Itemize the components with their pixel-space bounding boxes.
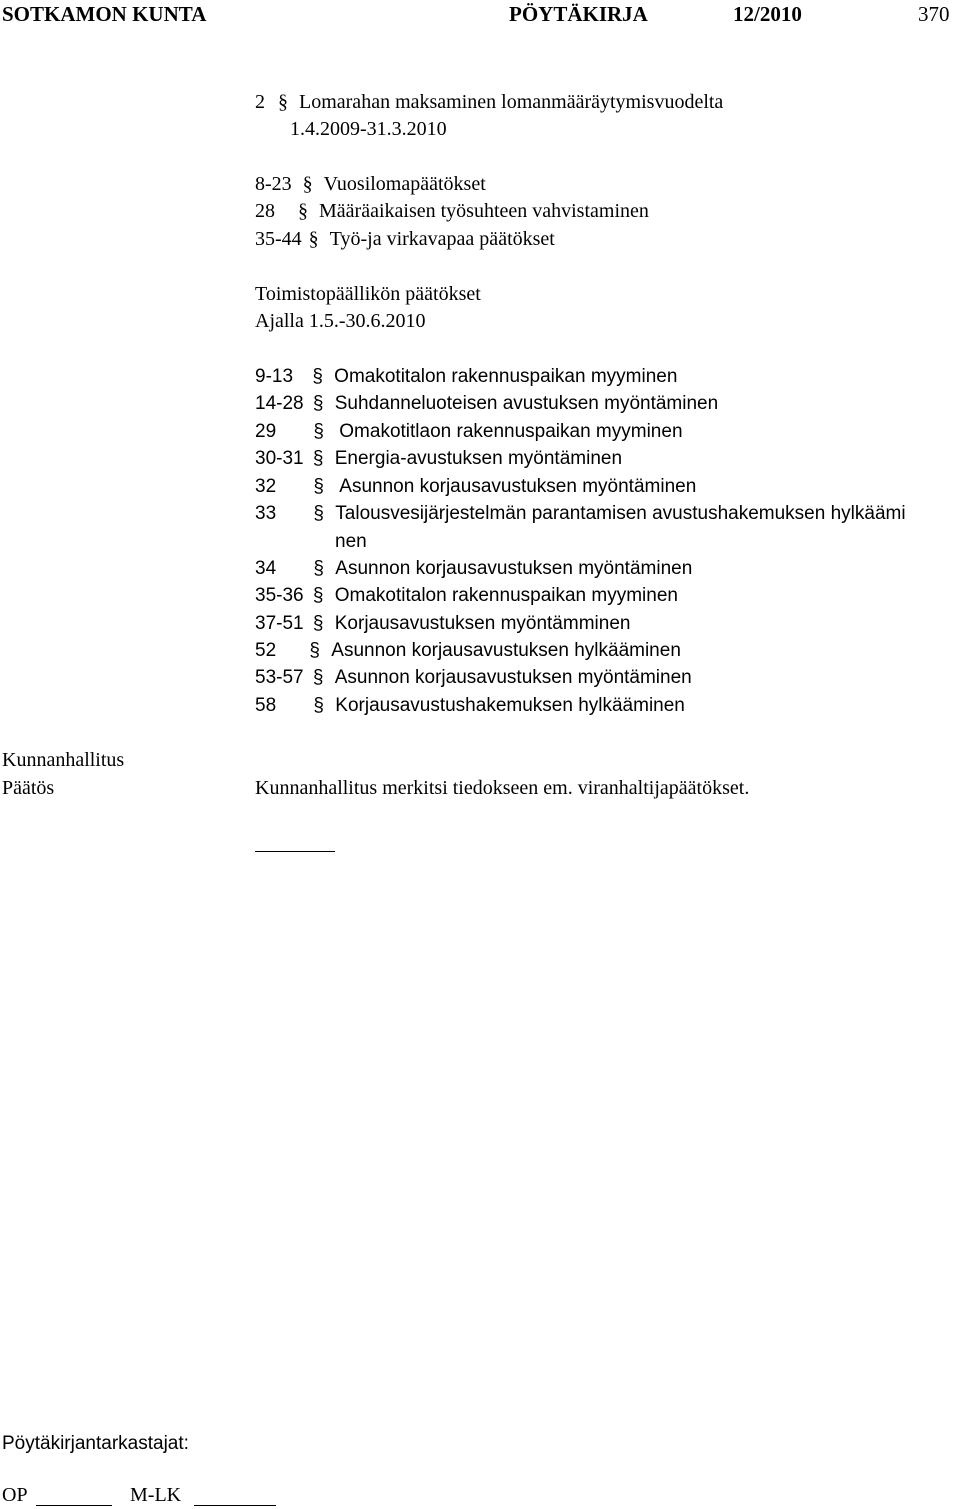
section-sign: §	[313, 476, 324, 497]
item-text: Asunnon korjausavustuksen hylkääminen	[331, 640, 681, 661]
item-text: Asunnon korjausavustuksen myöntäminen	[335, 558, 693, 579]
decision-list-item	[255, 226, 555, 253]
item-text: Suhdanneluoteisen avustuksen myöntäminen	[334, 393, 719, 414]
item-number: 28	[255, 200, 275, 222]
section-sign: §	[312, 585, 324, 606]
item-number: 8-23	[255, 173, 292, 195]
decision-list-item	[255, 637, 681, 664]
organization-name: SOTKAMON KUNTA	[2, 2, 207, 26]
item-number: 29	[255, 421, 277, 442]
item-text: Talousvesijärjestelmän parantamisen avustushakemuksen hylkäämi	[335, 503, 906, 524]
section-sign: §	[298, 200, 308, 222]
item-number: 52	[255, 640, 277, 661]
item-text: Asunnon korjausavustuksen myöntäminen	[339, 476, 697, 497]
signature-line-1	[36, 1505, 112, 1506]
section-sign: §	[308, 228, 319, 250]
decision-list-item	[255, 89, 723, 116]
section-sign: §	[312, 393, 324, 414]
item-text: Omakotitalon rakennuspaikan myyminen	[334, 366, 678, 387]
item-continuation: nen	[335, 531, 367, 552]
section-sign: §	[302, 173, 313, 195]
section-sign: §	[312, 667, 324, 688]
section-period: Ajalla 1.5.-30.6.2010	[255, 310, 426, 332]
item-text: Omakotitalon rakennuspaikan myyminen	[334, 585, 678, 606]
section-sign: §	[313, 695, 324, 716]
item-number: 35-44	[255, 228, 302, 250]
section-sign: §	[312, 448, 324, 469]
item-text: Työ-ja virkavapaa päätökset	[329, 228, 555, 250]
item-text: Lomarahan maksaminen lomanmääräytymisvuodelta	[299, 91, 724, 113]
item-number: 58	[255, 695, 277, 716]
decision-list-item	[255, 418, 683, 445]
item-text: Määräaikaisen työsuhteen vahvistaminen	[319, 200, 649, 222]
decision-list-item	[255, 445, 622, 472]
item-number: 2	[255, 91, 265, 113]
item-number: 32	[255, 476, 277, 497]
item-text: Omakotitlaon rakennuspaikan myyminen	[339, 421, 683, 442]
section-sign: §	[313, 558, 324, 579]
item-continuation: 1.4.2009-31.3.2010	[290, 118, 447, 140]
page-number: 370	[918, 2, 950, 26]
decision-list-item	[255, 692, 685, 719]
footer-label: Pöytäkirjantarkastajat:	[2, 1433, 189, 1454]
decision-list-item	[255, 582, 678, 609]
section-sign: §	[278, 91, 288, 113]
decision-list-item	[255, 171, 486, 198]
item-number: 53-57	[255, 667, 304, 688]
decision-list-item	[255, 610, 630, 637]
section-heading: Toimistopäällikön päätökset	[255, 283, 481, 305]
signature-line-2	[194, 1505, 276, 1506]
decision-text: Kunnanhallitus merkitsi tiedokseen em. viranhaltijapäätökset.	[255, 777, 750, 799]
item-number: 30-31	[255, 448, 304, 469]
issue-number: 12/2010	[733, 2, 802, 26]
item-number: 35-36	[255, 585, 304, 606]
item-text: Asunnon korjausavustuksen myöntäminen	[334, 667, 692, 688]
item-text: Energia-avustuksen myöntäminen	[334, 448, 623, 469]
decision-list-item	[255, 473, 696, 500]
reviewer-initials-2: M-LK	[130, 1484, 182, 1506]
item-number: 34	[255, 558, 277, 579]
item-number: 14-28	[255, 393, 304, 414]
decision-list-item	[255, 500, 906, 527]
section-sign: §	[312, 613, 324, 634]
decision-list-item	[255, 555, 692, 582]
separator-line	[255, 851, 335, 852]
margin-body-label: Kunnanhallitus	[2, 749, 125, 771]
item-number: 33	[255, 503, 277, 524]
decision-list-item	[255, 198, 649, 225]
section-sign: §	[313, 421, 324, 442]
section-sign: §	[309, 640, 320, 661]
item-text: Korjausavustuksen myöntämminen	[334, 613, 631, 634]
item-text: Korjausavustushakemuksen hylkääminen	[335, 695, 685, 716]
item-number: 37-51	[255, 613, 304, 634]
section-sign: §	[313, 503, 324, 524]
item-text: Vuosilomapäätökset	[323, 173, 486, 195]
section-sign: §	[312, 366, 323, 387]
reviewer-initials-1: OP	[2, 1484, 28, 1506]
document-type: PÖYTÄKIRJA	[509, 2, 648, 26]
decision-list-item	[255, 390, 718, 417]
decision-list-item	[255, 664, 692, 691]
item-number: 9-13	[255, 366, 294, 387]
decision-list-item	[255, 363, 677, 390]
margin-decision-label: Päätös	[2, 777, 55, 799]
